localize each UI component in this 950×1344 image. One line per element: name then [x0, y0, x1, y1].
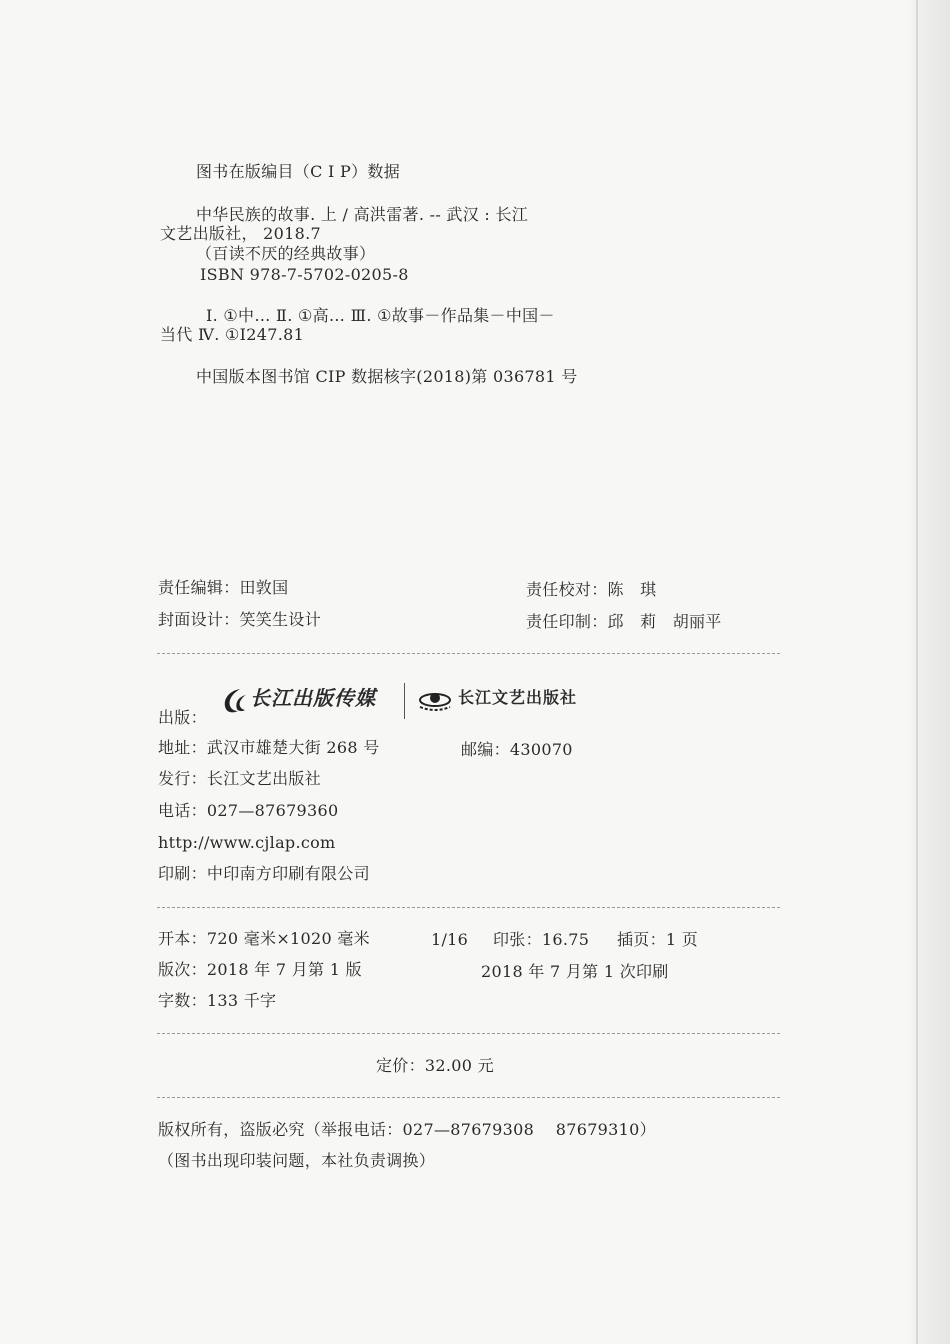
- cip-line-classification: Ⅰ. ①中… Ⅱ. ①高… Ⅲ. ①故事－作品集－中国－: [206, 306, 555, 325]
- page-edge-shadow: [906, 0, 950, 1344]
- crescent-logo-icon: [218, 685, 248, 715]
- cip-line-record: 中国版本图书馆 CIP 数据核字(2018)第 036781 号: [196, 367, 578, 386]
- cip-line-title: 中华民族的故事. 上 / 高洪雷著. -- 武汉 : 长江: [196, 205, 529, 224]
- copyright-replacement-notice: （图书出现印装问题，本社负责调换）: [158, 1151, 436, 1170]
- spec-word-count: 字数：133 千字: [158, 991, 277, 1010]
- credit-printing-supervisor: 责任印制：邱 莉 胡丽平: [526, 612, 722, 631]
- divider-rule: [157, 1033, 780, 1034]
- publisher-label: 出版：: [158, 708, 207, 727]
- divider-rule: [157, 907, 780, 908]
- publisher-logo: [218, 683, 598, 721]
- spec-fold: 1/16: [431, 930, 469, 949]
- cip-line-isbn: ISBN 978-7-5702-0205-8: [200, 265, 409, 284]
- spec-impression: 2018 年 7 月第 1 次印刷: [481, 962, 669, 981]
- publisher-phone: 电话：027—87679360: [158, 801, 339, 820]
- cip-heading: 图书在版编目（C I P）数据: [196, 162, 401, 181]
- divider-rule: [157, 1097, 780, 1098]
- logo-main-text: 长江出版传媒: [250, 686, 376, 710]
- credit-cover-design: 封面设计：笑笑生设计: [158, 610, 322, 629]
- credit-editor: 责任编辑：田敦国: [158, 578, 289, 597]
- divider-rule: [157, 653, 780, 654]
- spec-edition: 版次：2018 年 7 月第 1 版: [158, 960, 362, 979]
- spec-inserts: 插页：1 页: [617, 930, 699, 949]
- spec-format: 开本：720 毫米×1020 毫米: [158, 929, 370, 948]
- publisher-postcode: 邮编：430070: [461, 740, 573, 759]
- publisher-emblem-icon: [416, 687, 454, 713]
- publisher-printer: 印刷：中印南方印刷有限公司: [158, 864, 370, 883]
- copyright-notice: 版权所有，盗版必究（举报电话：027—87679308 87679310）: [158, 1120, 656, 1139]
- cip-line-series: （百读不厌的经典故事）: [196, 244, 376, 263]
- spec-sheets: 印张：16.75: [493, 930, 590, 949]
- publisher-address: 地址：武汉市雄楚大街 268 号: [158, 738, 380, 757]
- logo-sub-text: 长江文艺出版社: [458, 688, 578, 707]
- cip-line-classification-cont: 当代 Ⅳ. ①I247.81: [160, 325, 305, 344]
- publisher-website: http://www.cjlap.com: [158, 833, 336, 852]
- logo-divider: [404, 683, 405, 719]
- price: 定价：32.00 元: [376, 1056, 494, 1075]
- credit-proofreader: 责任校对：陈 琪: [526, 580, 657, 599]
- cip-line-publisher: 文艺出版社， 2018.7: [160, 224, 321, 243]
- publisher-distribution: 发行：长江文艺出版社: [158, 769, 322, 788]
